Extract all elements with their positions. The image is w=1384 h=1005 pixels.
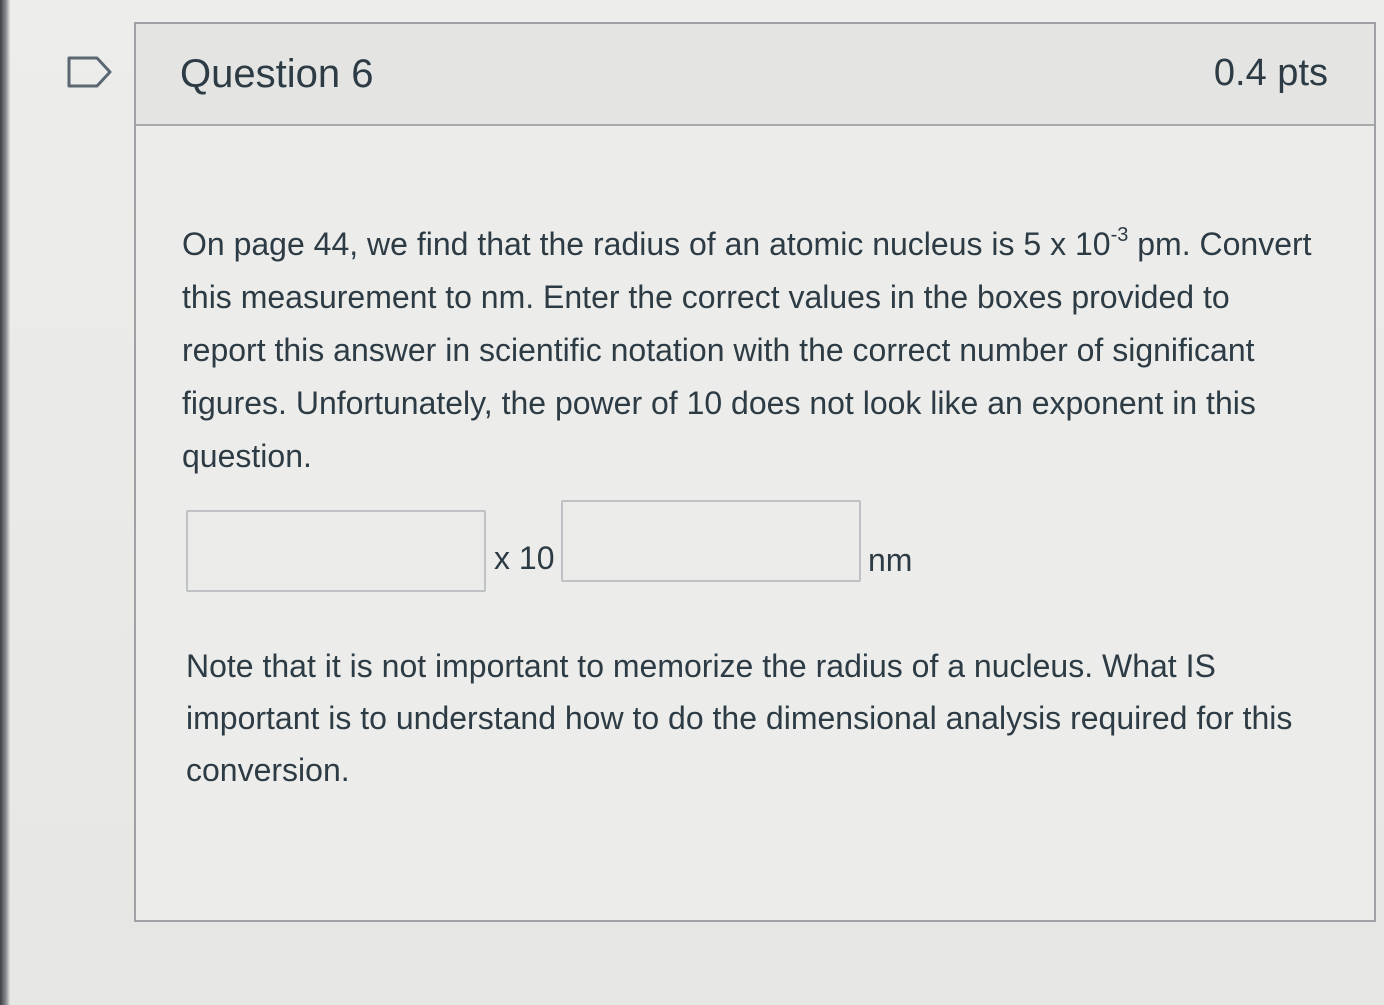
question-card — [134, 22, 1376, 922]
flag-question-icon[interactable] — [66, 55, 114, 89]
question-points: 0.4 pts — [1213, 52, 1328, 94]
question-text-main: On page 44, we find that the radius of an atomic nucleus is 5 x 10 — [182, 226, 1111, 262]
answer-row — [186, 500, 986, 600]
question-header — [136, 24, 1374, 126]
note-text: Note that it is not important to memorize the radius of a nucleus. What IS important is to understand how to do the dimensional analysis required for this conversion. — [186, 648, 1293, 788]
question-text-rest: pm. Convert this measurement to nm. Enter the correct values in the boxes provided to report this answer in scientific notation with the correct number of significant figures. Unfortunately, the power of 10 does not look like an exponent in this question. — [182, 226, 1312, 474]
exponent-superscript: -3 — [1110, 224, 1129, 246]
question-title: Question 6 — [180, 52, 374, 96]
coefficient-input[interactable] — [186, 510, 486, 592]
question-text — [182, 218, 1312, 483]
unit-label: nm — [868, 542, 913, 578]
screen-edge — [0, 0, 10, 1005]
times-ten-label: x 10 — [494, 540, 555, 576]
exponent-input[interactable] — [561, 500, 861, 582]
